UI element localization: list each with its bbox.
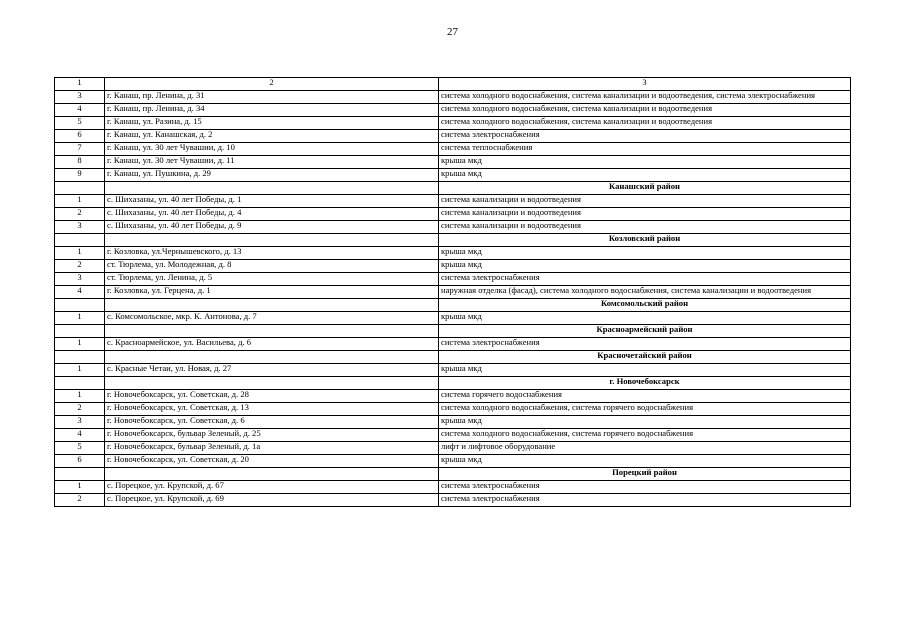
table-row xyxy=(55,429,851,442)
table-row xyxy=(55,156,851,169)
table-row xyxy=(55,130,851,143)
row-address: г. Новочебоксарск, ул. Советская, д. 6 xyxy=(105,416,439,429)
row-address: г. Новочебоксарск, ул. Советская, д. 13 xyxy=(105,403,439,416)
section-header-row xyxy=(55,351,851,364)
row-number: 2 xyxy=(55,208,105,221)
row-systems: крыша мкд xyxy=(439,364,851,377)
row-address: г. Канаш, пр. Ленина, д. 34 xyxy=(105,104,439,117)
row-address: г. Канаш, ул. 30 лет Чувашии, д. 10 xyxy=(105,143,439,156)
section-empty-cell xyxy=(55,234,105,247)
table-row xyxy=(55,442,851,455)
row-address: с. Красные Четаи, ул. Новая, д. 27 xyxy=(105,364,439,377)
row-number: 6 xyxy=(55,455,105,468)
section-title: Красночетайский район xyxy=(439,351,851,364)
section-title: Комсомольский район xyxy=(439,299,851,312)
table-row xyxy=(55,169,851,182)
table-row xyxy=(55,403,851,416)
row-systems: система канализации и водоотведения xyxy=(439,221,851,234)
table-header-row xyxy=(55,78,851,91)
row-address: г. Козловка, ул. Герцена, д. 1 xyxy=(105,286,439,299)
section-empty-cell xyxy=(105,182,439,195)
row-systems: крыша мкд xyxy=(439,312,851,325)
section-header-row xyxy=(55,234,851,247)
row-address: г. Канаш, ул. Разина, д. 15 xyxy=(105,117,439,130)
section-empty-cell xyxy=(55,182,105,195)
row-number: 5 xyxy=(55,442,105,455)
row-systems: система холодного водоснабжения, система канализации и водоотведения, система электроснабжения xyxy=(439,91,851,104)
section-empty-cell xyxy=(55,325,105,338)
section-empty-cell xyxy=(105,468,439,481)
row-address: с. Порецкое, ул. Крупской, д. 67 xyxy=(105,481,439,494)
table-row xyxy=(55,143,851,156)
row-address: с. Шихазаны, ул. 40 лет Победы, д. 4 xyxy=(105,208,439,221)
row-number: 9 xyxy=(55,169,105,182)
row-systems: система канализации и водоотведения xyxy=(439,208,851,221)
section-empty-cell xyxy=(105,351,439,364)
row-number: 8 xyxy=(55,156,105,169)
section-title: г. Новочебоксарск xyxy=(439,377,851,390)
table-row xyxy=(55,390,851,403)
section-empty-cell xyxy=(55,299,105,312)
header-cell-1: 1 xyxy=(55,78,105,91)
row-systems: система электроснабжения xyxy=(439,494,851,507)
section-header-row xyxy=(55,325,851,338)
row-systems: система теплоснабжения xyxy=(439,143,851,156)
row-number: 1 xyxy=(55,312,105,325)
section-empty-cell xyxy=(55,377,105,390)
section-empty-cell xyxy=(55,468,105,481)
table-row xyxy=(55,247,851,260)
row-systems: система электроснабжения xyxy=(439,481,851,494)
section-header-row xyxy=(55,468,851,481)
row-number: 4 xyxy=(55,286,105,299)
section-title: Канашский район xyxy=(439,182,851,195)
table-row xyxy=(55,481,851,494)
row-address: г. Канаш, ул. Канашская, д. 2 xyxy=(105,130,439,143)
row-systems: крыша мкд xyxy=(439,416,851,429)
row-systems: система электроснабжения xyxy=(439,130,851,143)
row-number: 1 xyxy=(55,481,105,494)
row-systems: крыша мкд xyxy=(439,260,851,273)
table-row xyxy=(55,273,851,286)
section-header-row xyxy=(55,182,851,195)
row-address: г. Новочебоксарск, ул. Советская, д. 20 xyxy=(105,455,439,468)
row-number: 3 xyxy=(55,91,105,104)
row-systems: крыша мкд xyxy=(439,455,851,468)
row-address: ст. Тюрлема, ул. Молодежная, д. 8 xyxy=(105,260,439,273)
row-systems: система горячего водоснабжения xyxy=(439,390,851,403)
section-empty-cell xyxy=(105,325,439,338)
table-row xyxy=(55,195,851,208)
table-row xyxy=(55,494,851,507)
row-systems: крыша мкд xyxy=(439,247,851,260)
row-number: 3 xyxy=(55,416,105,429)
table-row xyxy=(55,117,851,130)
repair-objects-table xyxy=(54,77,851,507)
row-address: г. Козловка, ул.Чернышевского, д. 13 xyxy=(105,247,439,260)
table-row xyxy=(55,208,851,221)
row-number: 2 xyxy=(55,403,105,416)
section-empty-cell xyxy=(105,377,439,390)
table-row xyxy=(55,91,851,104)
row-number: 1 xyxy=(55,247,105,260)
header-cell-3: 3 xyxy=(439,78,851,91)
section-empty-cell xyxy=(105,299,439,312)
table-body xyxy=(55,78,851,507)
row-number: 4 xyxy=(55,429,105,442)
row-address: г. Новочебоксарск, ул. Советская, д. 28 xyxy=(105,390,439,403)
row-systems: наружная отделка (фасад), система холодного водоснабжения, система канализации и водоотведения xyxy=(439,286,851,299)
row-number: 3 xyxy=(55,221,105,234)
table-row xyxy=(55,286,851,299)
table-row xyxy=(55,416,851,429)
section-title: Красноармейский район xyxy=(439,325,851,338)
row-number: 1 xyxy=(55,390,105,403)
table-row xyxy=(55,260,851,273)
row-address: г. Канаш, пр. Ленина, д. 31 xyxy=(105,91,439,104)
row-address: с. Комсомольское, мкр. К. Антонова, д. 7 xyxy=(105,312,439,325)
row-systems: система канализации и водоотведения xyxy=(439,195,851,208)
section-header-row xyxy=(55,299,851,312)
section-title: Козловский район xyxy=(439,234,851,247)
row-address: с. Шихазаны, ул. 40 лет Победы, д. 1 xyxy=(105,195,439,208)
section-empty-cell xyxy=(55,351,105,364)
row-number: 7 xyxy=(55,143,105,156)
row-number: 1 xyxy=(55,364,105,377)
row-number: 6 xyxy=(55,130,105,143)
row-address: г. Канаш, ул. Пушкина, д. 29 xyxy=(105,169,439,182)
row-systems: крыша мкд xyxy=(439,156,851,169)
row-address: г. Новочебоксарск, бульвар Зеленый, д. 1а xyxy=(105,442,439,455)
row-systems: система электроснабжения xyxy=(439,338,851,351)
section-empty-cell xyxy=(105,234,439,247)
row-systems: система холодного водоснабжения, система горячего водоснабжения xyxy=(439,429,851,442)
row-systems: система холодного водоснабжения, система канализации и водоотведения xyxy=(439,104,851,117)
table-row xyxy=(55,455,851,468)
table-row xyxy=(55,364,851,377)
row-address: с. Порецкое, ул. Крупской, д. 69 xyxy=(105,494,439,507)
row-systems: система электроснабжения xyxy=(439,273,851,286)
row-address: г. Новочебоксарск, бульвар Зеленый, д. 25 xyxy=(105,429,439,442)
row-systems: система холодного водоснабжения, система горячего водоснабжения xyxy=(439,403,851,416)
row-number: 2 xyxy=(55,260,105,273)
row-address: с. Красноармейское, ул. Васильева, д. 6 xyxy=(105,338,439,351)
table-row xyxy=(55,104,851,117)
header-cell-2: 2 xyxy=(105,78,439,91)
row-systems: система холодного водоснабжения, система канализации и водоотведения xyxy=(439,117,851,130)
row-address: ст. Тюрлема, ул. Ленина, д. 5 xyxy=(105,273,439,286)
section-title: Порецкий район xyxy=(439,468,851,481)
row-systems: крыша мкд xyxy=(439,169,851,182)
table-row xyxy=(55,221,851,234)
row-number: 2 xyxy=(55,494,105,507)
row-number: 4 xyxy=(55,104,105,117)
row-address: г. Канаш, ул. 30 лет Чувашии, д. 11 xyxy=(105,156,439,169)
section-header-row xyxy=(55,377,851,390)
table-row xyxy=(55,312,851,325)
page-number: 27 xyxy=(447,26,458,38)
row-number: 5 xyxy=(55,117,105,130)
row-systems: лифт и лифтовое оборудование xyxy=(439,442,851,455)
row-number: 1 xyxy=(55,195,105,208)
table-row xyxy=(55,338,851,351)
row-address: с. Шихазаны, ул. 40 лет Победы, д. 9 xyxy=(105,221,439,234)
row-number: 1 xyxy=(55,338,105,351)
row-number: 3 xyxy=(55,273,105,286)
